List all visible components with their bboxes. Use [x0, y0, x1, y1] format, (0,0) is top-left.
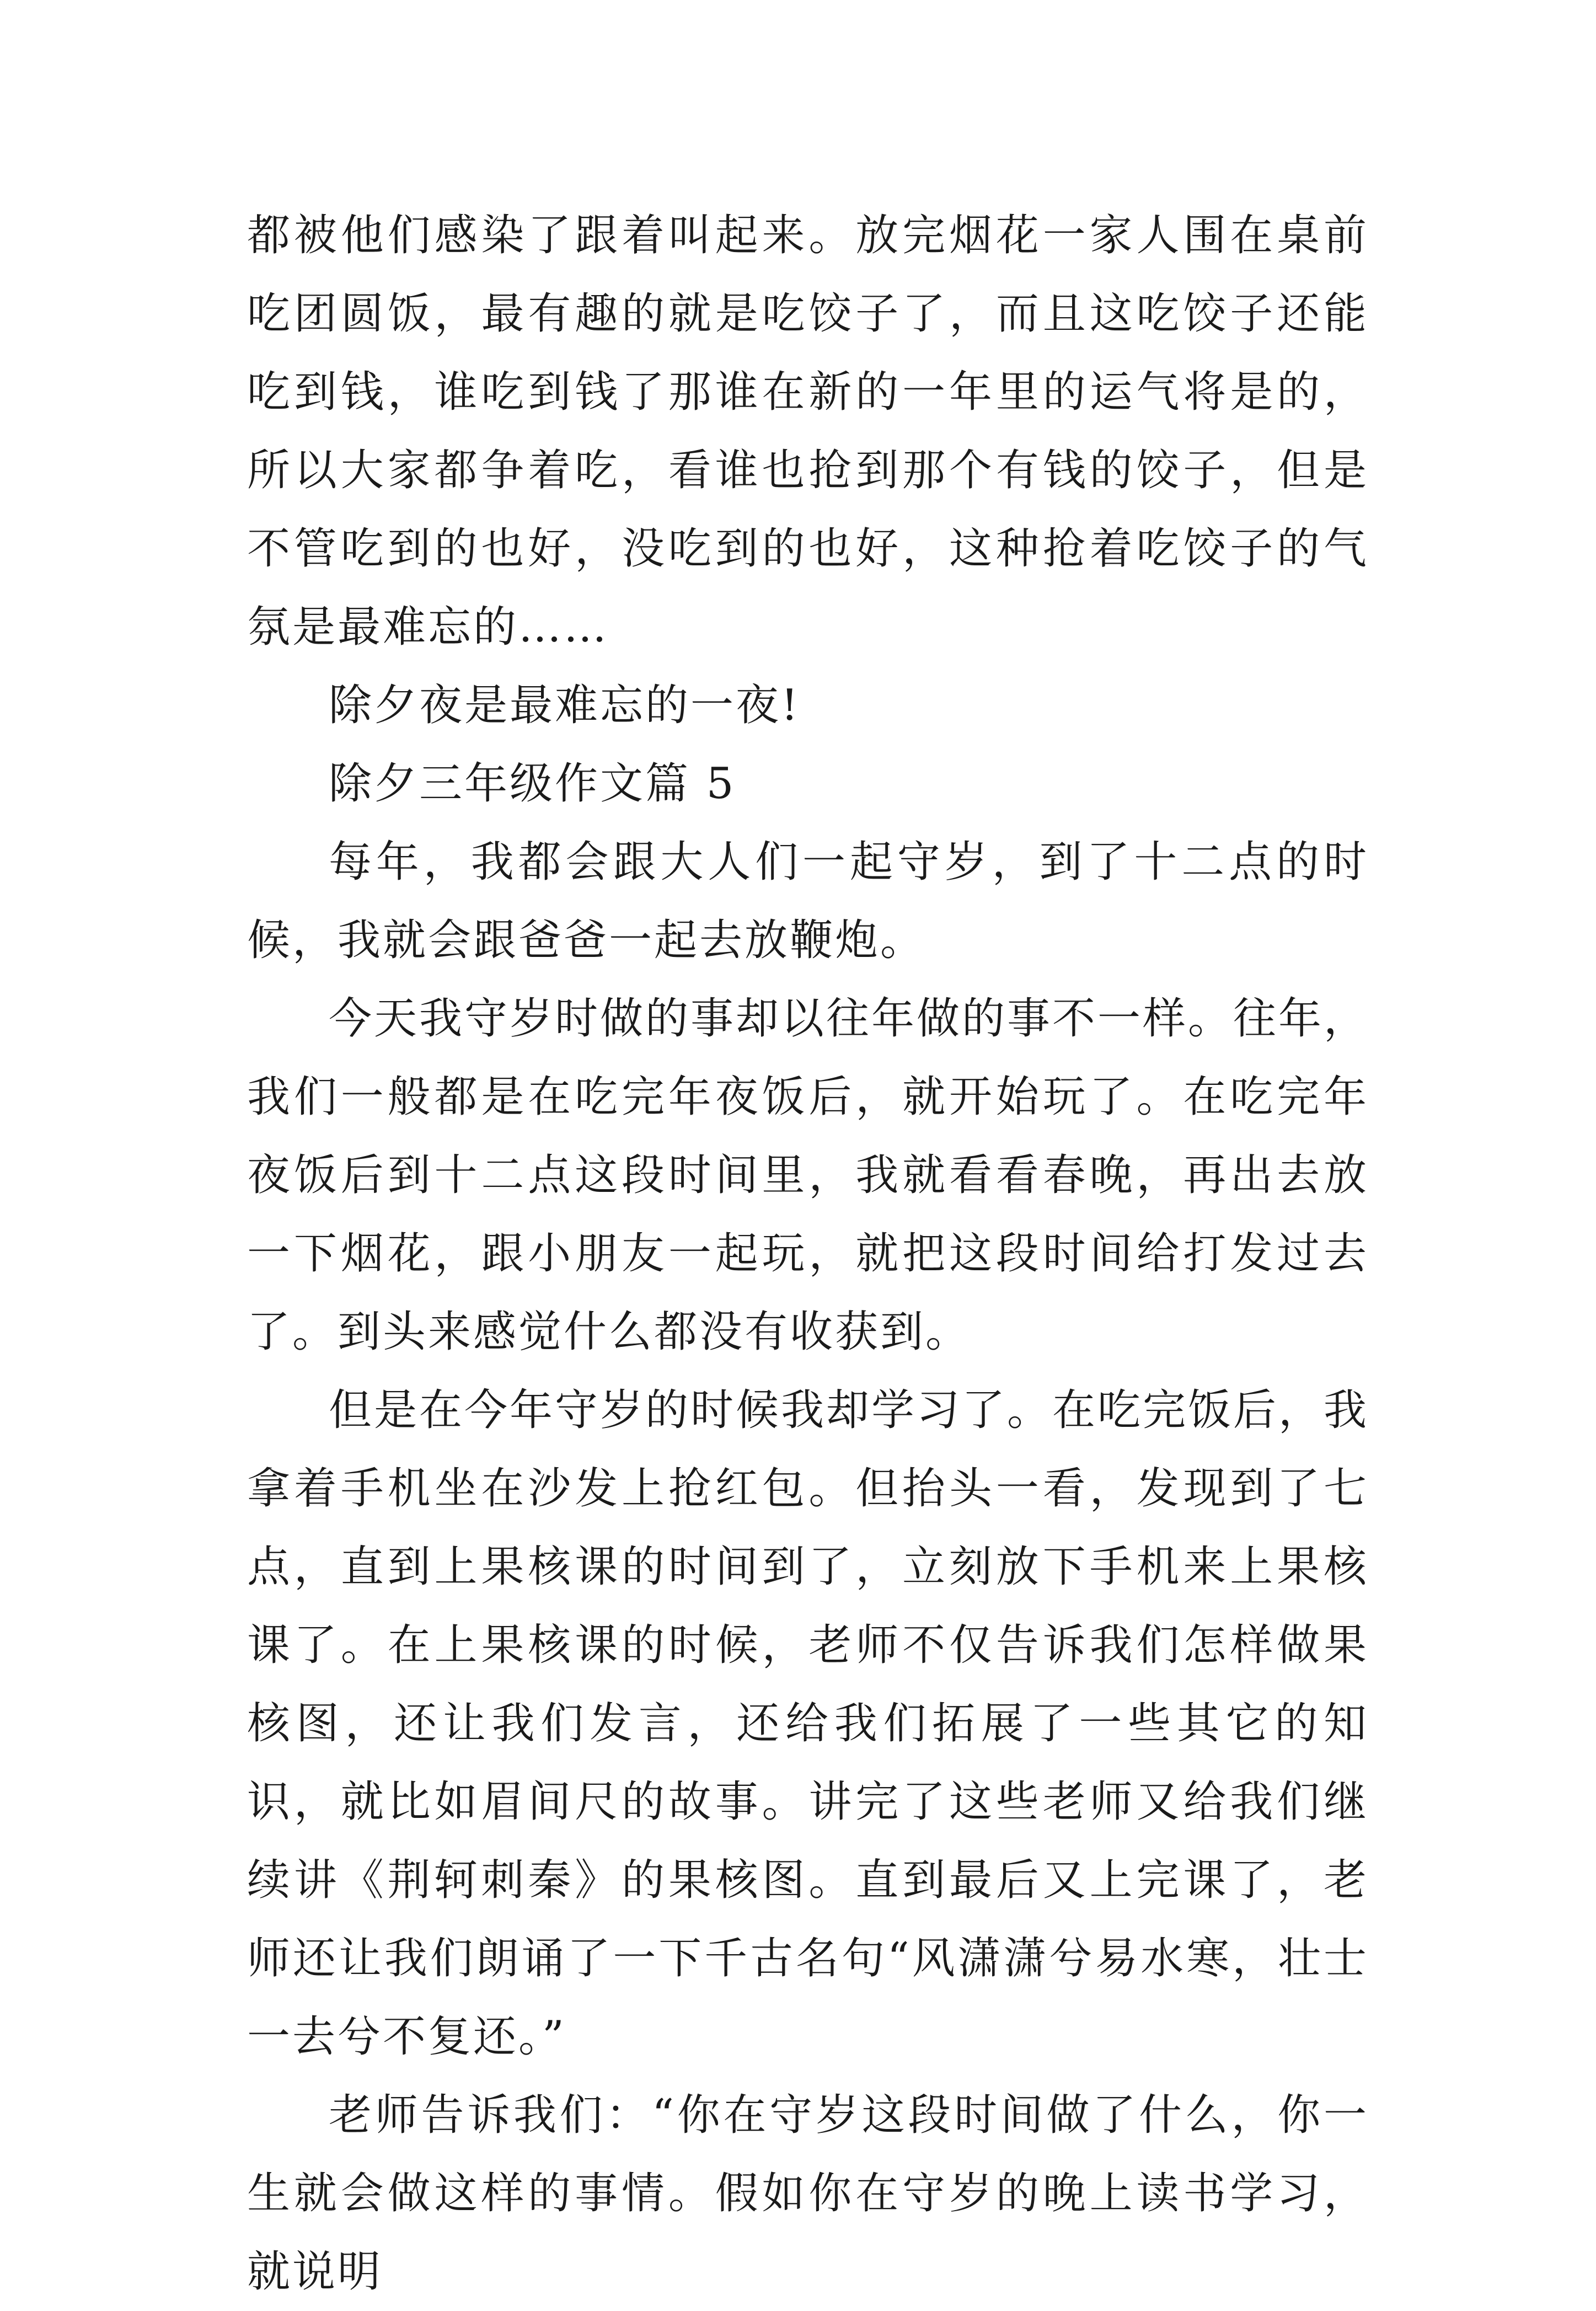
paragraph: 老师告诉我们：“你在守岁这段时间做了什么，你一生就会做这样的事情。假如你在守岁的晚上读书学习，就说明: [247, 2090, 1369, 2297]
document-body: [247, 196, 1369, 2311]
paragraph: 但是在今年守岁的时候我却学习了。在吃完饭后，我拿着手机坐在沙发上抢红包。但抬头一看，发现到了七点，直到上果核课的时间到了，立刻放下手机来上果核课了。在上果核课的时候，老师不仅告诉我们怎样做果核图，还让我们发言，还给我们拓展了一些其它的知识，就比如眉间尺的故事。讲完了这些老师又给我们继续讲《荆轲刺秦》的果核图。直到最后又上完课了，老师还让我们朗诵了一下千古名句“风潇潇兮易水寒，壮士一去兮不复还。”: [247, 1385, 1369, 2062]
paragraph-closing-line: 除夕夜是最难忘的一夜!: [329, 681, 801, 730]
paragraph: 今天我守岁时做的事却以往年做的事不一样。往年，我们一般都是在吃完年夜饭后，就开始玩了。在吃完年夜饭后到十二点这段时间里，我就看看春晚，再出去放一下烟花，跟小朋友一起玩，就把这段时间给打发过去了。到头来感觉什么都没有收获到。: [247, 994, 1369, 1357]
essay-title: 除夕三年级作文篇 5: [329, 759, 736, 809]
paragraph-continuation: 都被他们感染了跟着叫起来。放完烟花一家人围在桌前吃团圆饭，最有趣的就是吃饺子了，而且这吃饺子还能吃到钱，谁吃到钱了那谁在新的一年里的运气将是的，所以大家都争着吃，看谁也抢到那个有钱的饺子，但是不管吃到的也好，没吃到的也好，这种抢着吃饺子的气氛是最难忘的……: [247, 211, 1369, 652]
paragraph: 每年，我都会跟大人们一起守岁，到了十二点的时候，我就会跟爸爸一起去放鞭炮。: [247, 837, 1369, 965]
